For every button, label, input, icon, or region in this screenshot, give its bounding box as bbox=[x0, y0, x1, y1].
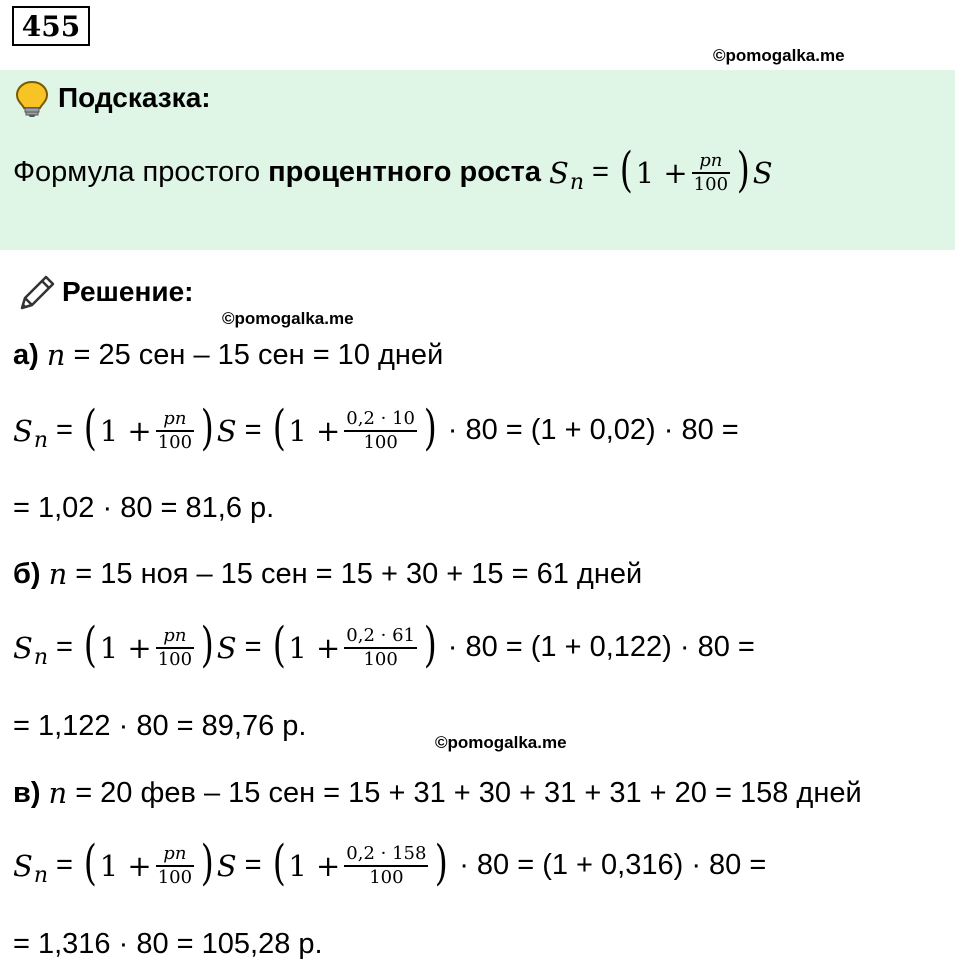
part-a-n: n bbox=[46, 338, 66, 372]
lightbulb-icon bbox=[14, 80, 50, 123]
part-c-result: = 1,316 · 80 = 105,28 р. bbox=[13, 928, 323, 960]
part-b-n-line bbox=[13, 557, 642, 591]
part-a-result: = 1,02 · 80 = 81,6 р. bbox=[13, 492, 275, 524]
part-a-n-text: = 25 сен – 15 сен = 10 дней bbox=[73, 338, 444, 371]
problem-number: 455 bbox=[12, 6, 90, 46]
part-c-formula-tail: · 80 = (1 + 0,316) · 80 = bbox=[459, 849, 767, 882]
formula-s-after: S bbox=[752, 155, 773, 190]
part-a-label: а) bbox=[13, 338, 39, 371]
solution-title: Решение: bbox=[62, 276, 194, 307]
part-a-formula-tail: · 80 = (1 + 0,02) · 80 = bbox=[447, 414, 739, 447]
pencil-icon bbox=[16, 272, 58, 319]
formula-s: S bbox=[548, 155, 569, 190]
part-b-formula: S n = ( 1 + $\frac{pn}{100}$ ) S = ( 1 + $\frac{0,2 \cdot 61}{100}$ ) · 80 = (1 + 0,122) · 80 = bbox=[13, 616, 755, 673]
formula-sub-n: n bbox=[569, 170, 585, 196]
hint-formula-line bbox=[13, 141, 773, 198]
hint-text-plain: Формула простого bbox=[13, 156, 261, 189]
watermark-middle: ©pomogalka.me bbox=[222, 309, 354, 328]
hint-text-bold: процентного роста bbox=[268, 156, 541, 189]
part-b-formula-tail: · 80 = (1 + 0,122) · 80 = bbox=[447, 631, 755, 664]
part-b-result: = 1,122 · 80 = 89,76 р. bbox=[13, 710, 307, 742]
part-b-label: б) bbox=[13, 557, 41, 590]
part-c-numerator: 0,2 · 158 bbox=[346, 843, 427, 864]
part-b-numerator: 0,2 · 61 bbox=[346, 625, 415, 646]
part-c-n: n bbox=[48, 776, 68, 810]
watermark-bottom: ©pomogalka.me bbox=[435, 733, 567, 752]
part-b-n: n bbox=[48, 557, 68, 591]
part-a-numerator: 0,2 · 10 bbox=[346, 408, 415, 429]
part-c-formula: S n = ( 1 + $\frac{pn}{100}$ ) S = ( 1 + $\frac{0,2 \cdot 158}{100}$ ) · 80 = (1 + 0,316) · 80 = bbox=[13, 834, 767, 891]
part-c-n-text: = 20 фев – 15 сен = 15 + 31 + 30 + 31 + 31 + 20 = 158 дней bbox=[75, 776, 862, 809]
part-c-label: в) bbox=[13, 776, 41, 809]
watermark-top: ©pomogalka.me bbox=[713, 46, 845, 65]
part-a-n-line bbox=[13, 338, 443, 372]
part-b-n-text: = 15 ноя – 15 сен = 15 + 30 + 15 = 61 дней bbox=[75, 557, 643, 590]
formula-fraction: $\frac{pn}{100}$ bbox=[693, 150, 729, 195]
formula-one-plus: 1 + bbox=[635, 155, 688, 190]
hint-title: Подсказка: bbox=[58, 82, 211, 113]
formula-eq: = bbox=[592, 156, 609, 189]
part-a-formula: S n = ( 1 + $\frac{pn}{100}$ ) S = ( 1 + $\frac{0,2 \cdot 10}{100}$ ) · 80 = (1 + 0,02) · 80 = bbox=[13, 399, 739, 456]
paren-open: ( bbox=[619, 141, 633, 198]
part-c-n-line bbox=[13, 776, 862, 810]
paren-close: ) bbox=[736, 141, 750, 198]
